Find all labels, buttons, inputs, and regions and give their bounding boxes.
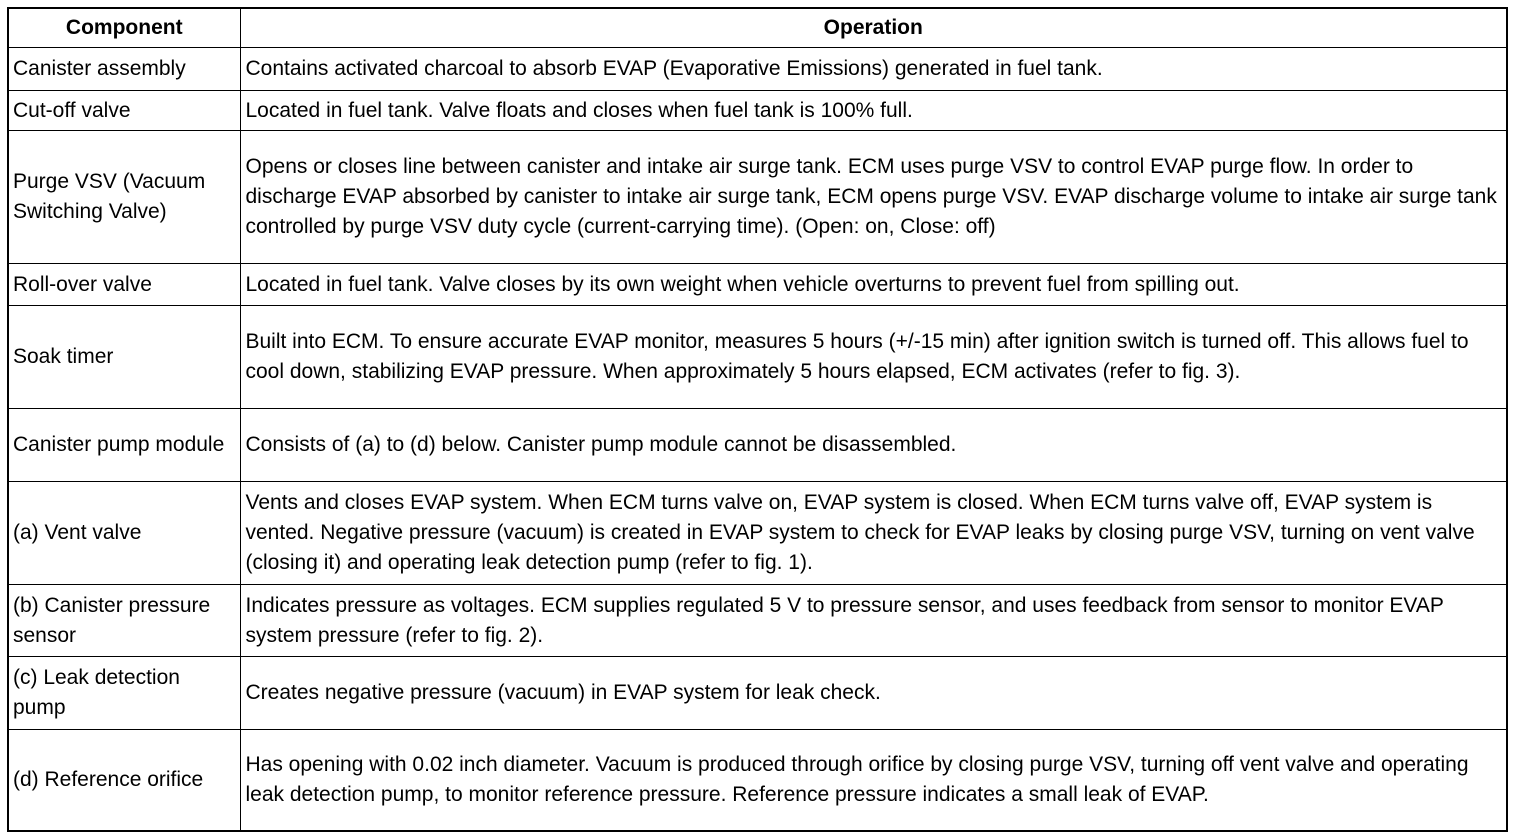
table-row — [8, 409, 1507, 482]
table-row — [8, 730, 1507, 831]
table-row — [8, 482, 1507, 585]
component-cell: (d) Reference orifice — [8, 730, 240, 831]
operation-cell: Built into ECM. To ensure accurate EVAP monitor, measures 5 hours (+/-15 min) after ignition switch is turned off. This allows fuel to cool down, stabilizing EVAP pressure. When approximately 5 hours elapsed, ECM activates (refer to fig. 3). — [240, 306, 1507, 409]
table-row — [8, 306, 1507, 409]
table-header-row — [8, 8, 1507, 48]
component-cell: (b) Canister pressure sensor — [8, 585, 240, 657]
component-operation-table — [7, 7, 1508, 832]
component-cell: Soak timer — [8, 306, 240, 409]
table-row — [8, 48, 1507, 91]
operation-cell: Contains activated charcoal to absorb EVAP (Evaporative Emissions) generated in fuel tank. — [240, 48, 1507, 91]
operation-cell: Consists of (a) to (d) below. Canister pump module cannot be disassembled. — [240, 409, 1507, 482]
table-row — [8, 264, 1507, 306]
column-header-operation: Operation — [240, 8, 1507, 48]
component-cell: Cut-off valve — [8, 91, 240, 131]
table-row — [8, 657, 1507, 730]
component-cell: Roll-over valve — [8, 264, 240, 306]
component-cell: (c) Leak detection pump — [8, 657, 240, 730]
component-cell: Purge VSV (Vacuum Switching Valve) — [8, 131, 240, 264]
table-row — [8, 131, 1507, 264]
table-row — [8, 91, 1507, 131]
operation-cell: Located in fuel tank. Valve closes by its own weight when vehicle overturns to prevent fuel from spilling out. — [240, 264, 1507, 306]
table-row — [8, 585, 1507, 657]
operation-cell: Creates negative pressure (vacuum) in EVAP system for leak check. — [240, 657, 1507, 730]
component-operation-document — [7, 7, 1506, 832]
operation-cell: Opens or closes line between canister and intake air surge tank. ECM uses purge VSV to control EVAP purge flow. In order to discharge EVAP absorbed by canister to intake air surge tank, ECM opens purge VSV. EVAP discharge volume to intake air surge tank controlled by purge VSV duty cycle (current-carrying time). (Open: on, Close: off) — [240, 131, 1507, 264]
operation-cell: Indicates pressure as voltages. ECM supplies regulated 5 V to pressure sensor, and uses feedback from sensor to monitor EVAP system pressure (refer to fig. 2). — [240, 585, 1507, 657]
component-cell: (a) Vent valve — [8, 482, 240, 585]
component-cell: Canister assembly — [8, 48, 240, 91]
column-header-component: Component — [8, 8, 240, 48]
operation-cell: Has opening with 0.02 inch diameter. Vacuum is produced through orifice by closing purge VSV, turning off vent valve and operating leak detection pump, to monitor reference pressure. Reference pressure indicates a small leak of EVAP. — [240, 730, 1507, 831]
component-cell: Canister pump module — [8, 409, 240, 482]
operation-cell: Located in fuel tank. Valve floats and closes when fuel tank is 100% full. — [240, 91, 1507, 131]
operation-cell: Vents and closes EVAP system. When ECM turns valve on, EVAP system is closed. When ECM turns valve off, EVAP system is vented. Negative pressure (vacuum) is created in EVAP system to check for EVAP leaks by closing purge VSV, turning on vent valve (closing it) and operating leak detection pump (refer to fig. 1). — [240, 482, 1507, 585]
